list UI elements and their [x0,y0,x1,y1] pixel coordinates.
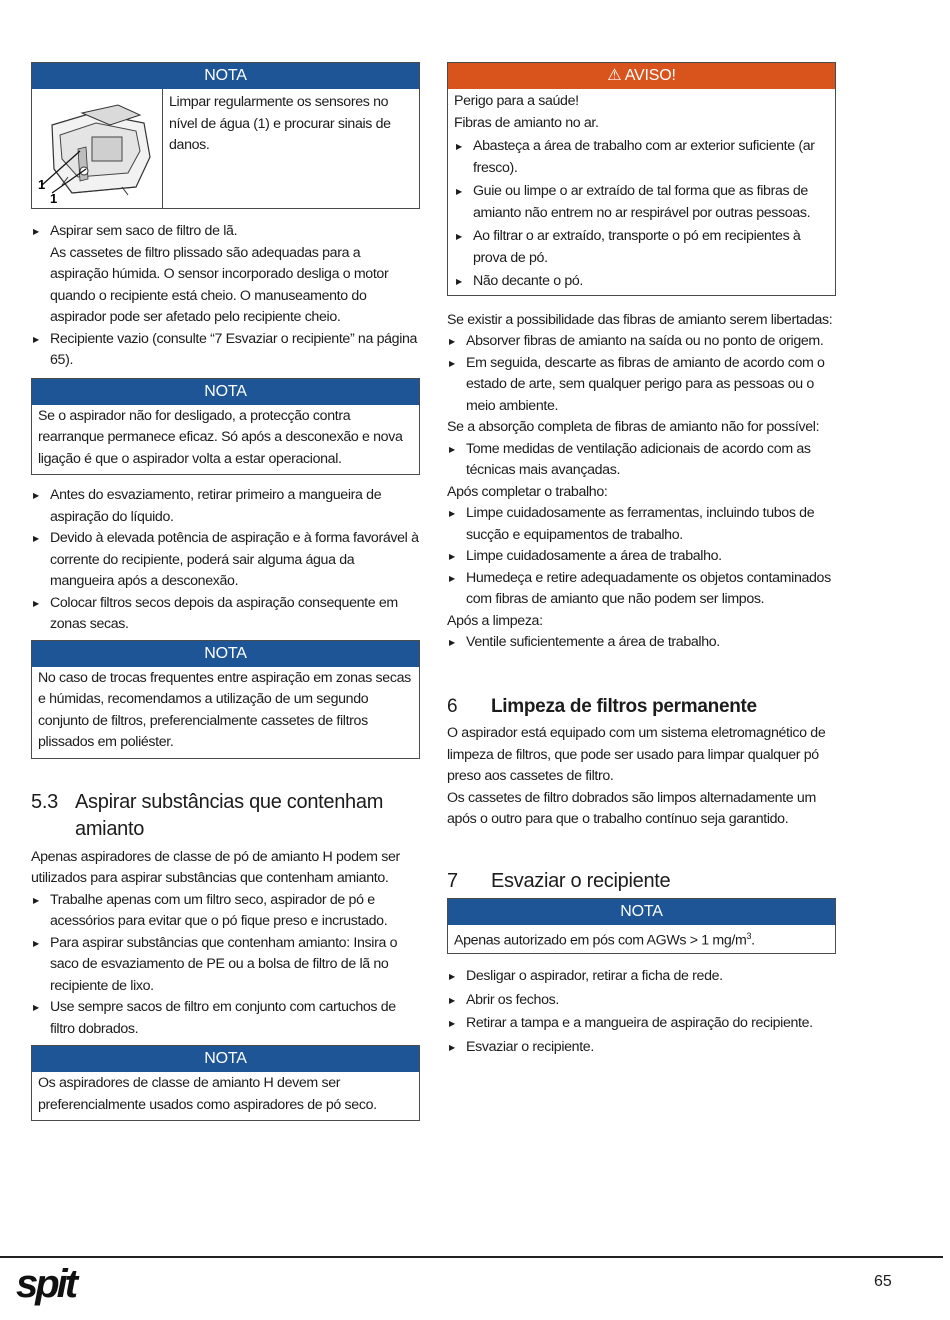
section-heading-7 [447,871,836,893]
note-box-asbestos-class [31,1045,420,1121]
vacuum-sensor-illustration [32,89,162,208]
section-number: 5.3 [31,790,58,813]
paragraph: Após a limpeza: [447,612,543,629]
vacuum-figure [32,89,163,208]
figure-label-1a: 1 [38,177,45,192]
list-item: ▶ Abrir os fechos. [447,990,836,1012]
warning-line: Fibras de amianto no ar. [454,114,599,131]
note-text: No caso de trocas frequentes entre aspiração em zonas secas e húmidas, recomendamos a utilização de um segundo conjunto de filtros, preferencialmente cassetes de filtros plissados em poliéster. [38,669,411,750]
list-item: ▶ Devido à elevada potência de aspiração e à forma favorável à corrente do recipiente, poderá sair alguma água da mangueira após a desconexão. [31,528,420,593]
list-item: ▶ Para aspirar substâncias que contenham amianto: Insira o saco de esvaziamento de PE ou a bolsa de filtro de lã no recipiente de lixo. [31,933,420,998]
list-item: ▶ Guie ou limpe o ar extraído de tal forma que as fibras de amianto não entrem no ar respirável por outras pessoas. [454,181,829,224]
section-title: Aspirar substâncias que contenham amianto [75,790,384,840]
section-heading-6 [447,696,836,718]
warning-line: Perigo para a saúde! [454,93,579,109]
page-number: 65 [874,1273,892,1290]
note-text-main: Apenas autorizado em pós com AGWs > 1 mg/m [454,932,747,949]
list-item: ▶ Ventile suficientemente a área de trabalho. [447,632,836,654]
bullet-list [447,503,836,611]
list-item: ▶ Abasteça a área de trabalho com ar exterior suficiente (ar fresco). [454,136,829,179]
paragraph: Após completar o trabalho: [447,483,608,500]
paragraph: Se a absorção completa de fibras de amianto não for possível: [447,419,820,435]
list-item: ▶ Trabalhe apenas com um filtro seco, aspirador de pó e acessórios para evitar que o pó fique preso e incrustado. [31,890,420,933]
note-title: NOTA [32,641,419,667]
list-item: ▶ Tome medidas de ventilação adicionais de acordo com as técnicas mais avançadas. [447,439,836,482]
note-title: NOTA [448,899,835,925]
note-title: NOTA [32,63,419,89]
note-text: Os aspiradores de classe de amianto H devem ser preferencialmente usados como aspiradores de pó seco. [38,1075,377,1113]
section-number: 7 [447,869,458,892]
logo-wordmark: spit [16,1263,76,1306]
list-item: ▶ Absorver fibras de amianto na saída ou no ponto de origem. [447,331,836,353]
list-item: ▶ Recipiente vazio (consulte “7 Esvaziar o recipiente” na página 65). [31,329,420,372]
bullet-list [31,485,420,636]
note-text-end: . [751,932,755,949]
paragraph: As cassetes de filtro plissado são adequadas para a aspiração húmida. O sensor incorporado desliga o motor quando o recipiente está cheio. O manuseamento do aspirador pode ser afetado pelo recipiente cheio. [50,244,389,325]
paragraph: Os cassetes de filtro dobrados são limpos alternadamente um após o outro para que o trabalho contínuo seja garantido. [447,789,816,827]
note-box-agw [447,898,836,954]
list-item: ▶ Em seguida, descarte as fibras de amianto de acordo com o estado de arte, sem qualquer perigo para as pessoas ou o meio ambiente. [447,353,836,418]
list-item: ▶ Ao filtrar o ar extraído, transporte o pó em recipientes à prova de pó. [454,226,829,269]
note-superscript: 3 [746,931,752,941]
note-text: Limpar regularmente os sensores no nível de água (1) e procurar sinais de danos. [169,94,391,153]
note-box-restart [31,378,420,476]
footer-divider [0,1256,943,1258]
note-text [448,925,835,953]
list-item: ▶ Colocar filtros secos depois da aspiração consequente em zonas secas. [31,593,420,636]
right-column [447,62,836,1058]
list-item: ▶ Humedeça e retire adequadamente os objetos contaminados com fibras de amianto que não podem ser limpos. [447,568,836,611]
section-title: Limpeza de filtros permanente [491,695,757,717]
list-item: ▶ Retirar a tampa e a mangueira de aspiração do recipiente. [447,1013,836,1035]
paragraph: O aspirador está equipado com um sistema eletromagnético de limpeza de filtros, que pode ser usado para limpar qualquer pó preso aos cassetes de filtro. [447,725,826,784]
section-title: Esvaziar o recipiente [491,869,671,892]
warning-bullet-list [454,136,829,293]
bullet-list [31,890,420,1041]
section-number: 6 [447,695,458,717]
list-item: ▶ Aspirar sem saco de filtro de lã. [31,221,420,243]
bullet-list [447,966,836,1058]
figure-label-1b: 1 [50,191,57,206]
bullet-list [447,632,836,654]
warning-title: ⚠ AVISO! [448,63,835,89]
bullet-list [31,221,420,243]
bullet-list [447,439,836,482]
note-title: NOTA [32,1046,419,1072]
paragraph: Se existir a possibilidade das fibras de amianto serem libertadas: [447,311,833,328]
list-item: ▶ Antes do esvaziamento, retirar primeiro a mangueira de aspiração do líquido. [31,485,420,528]
list-item: ▶ Use sempre sacos de filtro em conjunto com cartuchos de filtro dobrados. [31,997,420,1040]
list-item: ▶ Limpe cuidadosamente as ferramentas, incluindo tubos de sucção e equipamentos de trabalho. [447,503,836,546]
list-item: ▶ Limpe cuidadosamente a área de trabalho. [447,546,836,568]
note-text: Se o aspirador não for desligado, a protecção contra rearranque permanece eficaz. Só após a desconexão e nova ligação é que o aspirador volta a estar operacional. [38,407,403,467]
list-item: ▶ Desligar o aspirador, retirar a ficha de rede. [447,966,836,988]
list-item: ▶ Esvaziar o recipiente. [447,1037,836,1059]
section-heading-5-3 [31,789,420,843]
bullet-list [447,331,836,417]
note-title: NOTA [32,379,419,405]
paragraph: Apenas aspiradores de classe de pó de amianto H podem ser utilizados para aspirar substâncias que contenham amianto. [31,848,400,886]
note-box-filters [31,640,420,759]
spit-logo [14,1263,104,1312]
note-box-sensors [31,62,420,209]
warning-box [447,62,836,296]
bullet-list [31,329,420,372]
list-item: ▶ Não decante o pó. [454,271,829,293]
left-column [31,62,420,1121]
